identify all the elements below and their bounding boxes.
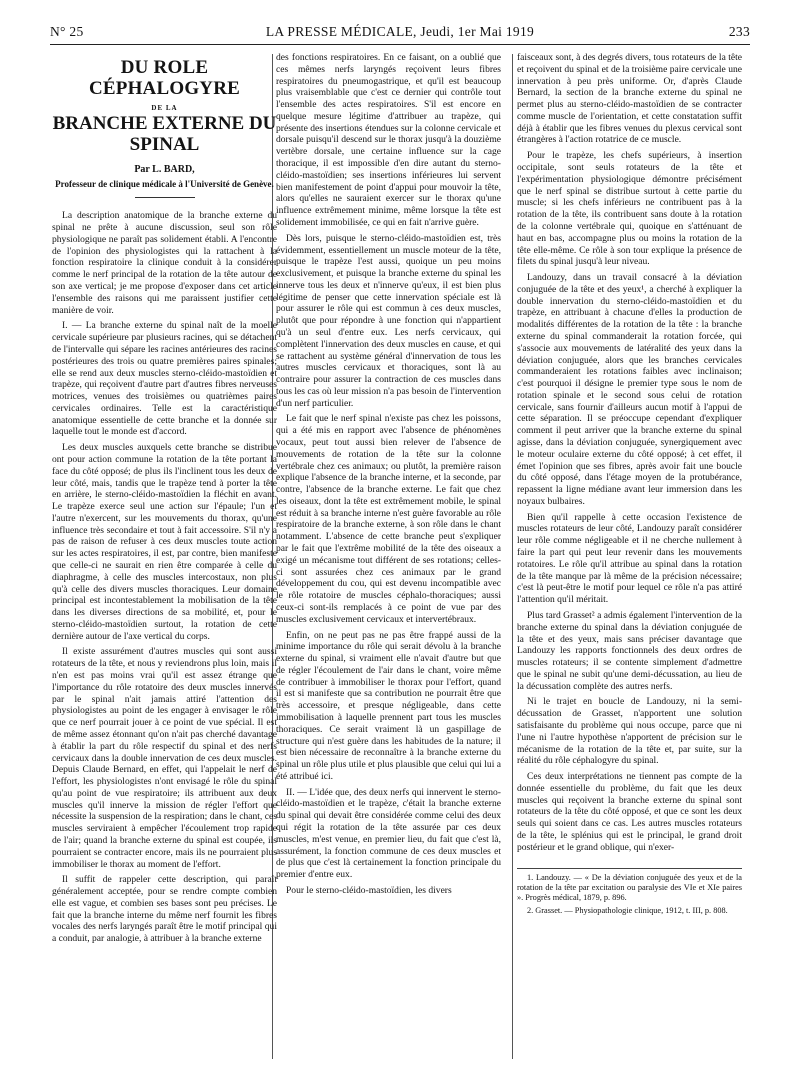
page-number: 233	[728, 24, 750, 39]
paragraph: Ni le trajet en boucle de Landouzy, ni la semi-décussation de Grasset, n'apportent une solution satisfaisante du problème qui nous occupe, parce que ni l'une ni l'autre hypothèse n'apportent de précision sur le mécanisme de la rotation de la tête et, par suite, sur la réalité du rôle céphalogyre du spinal.	[517, 696, 742, 767]
paragraph: I. — La branche externe du spinal naît de la moelle cervicale supérieure par plusieurs racines, qui se détachent de l'intervalle qui sépare les racines antérieures des racines postérieures des trois ou quatre premières paires spinales; elle se rend aux deux muscles sterno-cléido-mastoïdien et trapèze, qui reçoivent d'autre part d'autres fibres nerveuses motrices, venues des troisièmes ou quatrièmes paires cervicales ordinaires. Telle est la caractéristique anatomique essentielle de cette branche et la donnée sur laquelle tout le monde est d'accord.	[52, 320, 277, 438]
paragraph: Bien qu'il rappelle à cette occasion l'existence de muscles rotateurs de leur côté, Landouzy paraît considérer leur rôle comme négligeable et il ne cherche nullement à faire la part qui peut leur revenir dans les mouvements rotatoires. Le rôle qu'il attribue au spinal dans la rotation de la tête manque par là même de la précision nécessaire; c'est là peut-être le motif pour lequel ce rôle n'a pas attiré l'attention qu'il méritait.	[517, 511, 742, 606]
paragraph: Il existe assurément d'autres muscles qui sont aussi rotateurs de la tête, et nous y reviendrons plus loin, mais il n'en est pas moins vrai qu'il est assez étrange que l'importance du rôle rotatoire des deux muscles innervés par le spinal n'ait jamais attiré l'attention des physiologistes au point de les engager à envisager le rôle que ce nerf pourrait jouer à ce point de vue spécial. Il est de même assez étonnant qu'on n'ait pas cherché davantage à établir la part du rôle respectif du spinal et des nerfs cervicaux dans la double innervation de ces deux muscles. Depuis Claude Bernard, en effet, qui l'appelait le nerf de l'effort, les physiologistes n'ont envisagé le rôle du spinal qu'au point de vue respiratoire; ils attribuent aux deux muscles qu'il innerve la mission de régler l'effort que nécessite la suspension de la respiration; dans le chant, ces muscles serviraient à empêcher l'écoulement trop rapide de l'air; quand la branche externe du spinal est coupée, ils pourraient se contracter encore, mais ils ne pourraient plus immobiliser le thorax au moment de l'effort.	[52, 646, 277, 870]
paragraph: faisceaux sont, à des degrés divers, tous rotateurs de la tête et reçoivent du spinal et de la troisième paire cervicale une innervation à peu près uniforme. Or, d'après Claude Bernard, la section de la branche externe du spinal ne permet plus au sterno-cléido-mastoïdien de se contracter comme muscle de l'orientation, et cette constatation suffit déjà à établir que les fibres venues du plexus cervical sont étrangères à l'action rotatrice de ce muscle.	[517, 52, 742, 146]
footnotes	[517, 868, 742, 916]
article-title-line: BRANCHE EXTERNE DU SPINAL	[52, 113, 277, 156]
article-title: DU ROLE CÉPHALOGYRE	[88, 57, 241, 99]
author-byline: Par L. BARD,	[134, 164, 195, 176]
footnote: 1. Landouzy. — « De la déviation conjuguée des yeux et de la rotation de la tête par excitation ou paralysie des VIe et XIe paires ». Progrès médical, 1879, p. 896.	[517, 872, 742, 903]
footnote: 2. Grasset. — Physiopathologie clinique, 1912, t. III, p. 808.	[527, 905, 728, 915]
paragraph: Dès lors, puisque le sterno-cléido-mastoïdien est, très évidemment, essentiellement un muscle moteur de la tête, puisque le trapèze l'est aussi, quoique un peu moins exclusivement, et puisque la branche externe du spinal les innerve tous les deux et n'innerve qu'eux, il est bien plus légitime de penser que cette innervation spéciale est là pour assurer le rôle qui est commun à ces deux muscles, plutôt que pour répondre à une fonction qui n'appartient qu'à un seul d'entre eux. Les nerfs cervicaux, qui complètent l'innervation des deux muscles en cause, et qui se rattachent au système général d'innervation de tous les autres muscles cervicaux et thoraciques, sont là au contraire pour assurer la contraction de ces muscles dans tous les cas où leur mission n'a pas besoin de l'intervention d'un nerf particulier.	[276, 232, 501, 409]
column-3	[517, 52, 742, 918]
journal-title: LA PRESSE MÉDICALE, Jeudi, 1er Mai 1919	[265, 24, 535, 39]
paragraph: Pour le sterno-cléido-mastoïdien, les divers	[286, 884, 452, 896]
article-title-connector: DE LA	[151, 103, 178, 112]
paragraph: La description anatomique de la branche externe du spinal ne prête à aucune discussion, seul son rôle physiologique ne paraît pas solidement établi. A l'encontre de l'opinion des physiologistes qui la rattachent à la fonction respiratoire la clinique conduit à la considérer comme le nerf principal de la rotation de la tête autour de son axe vertical; je me propose d'exposer dans cet article l'ensemble des raisons qui me paraissent justifier cette manière de voir.	[52, 210, 277, 316]
paragraph: Il suffit de rappeler cette description, qui paraît généralement acceptée, pour se rendre compte combien elle est vague, et combien ses bases sont peu précises. Le fait que la branche interne du même nerf fournit les fibres vocales des nerfs laryngés paraît être le motif principal qui a conduit, par analogie, à attribuer à la branche externe	[52, 874, 277, 945]
paragraph: Ces deux interprétations ne tiennent pas compte de la donnée essentielle du problème, du fait que les deux muscles qui reçoivent la branche externe du spinal sont rotateurs de la tête du côté opposé, et que ce sont les deux seuls qui soient dans ce cas. Les autres muscles rotateurs de la tête, le splénius qui est le principal, le grand droit postérieur et le grand oblique, qui n'exer-	[517, 771, 742, 853]
paragraph: des fonctions respiratoires. En ce faisant, on a oublié que ces mêmes nerfs laryngés reçoivent leurs fibres respiratoires du pneumogastrique, et qu'il est beaucoup plus vraisemblable que c'est ce dernier qui contrôle tout l'ensemble des actes respiratoires. S'il est encore en quelque mesure légitime d'attribuer au trapèze, qui présente des insertions étendues sur la colonne cervicale et dorsale puisqu'il descend sur le thorax jusqu'à la douzième vertèbre dorsale, une certaine influence sur la cage thoracique, il est impossible d'en dire autant du sterno-cléido-mastoïdien; ses insertions inférieures lui servent bien manifestement de point d'appui pour mouvoir la tête, alors qu'elles ne sauraient exercer sur le thorax qu'une influence extrêmement minime, même lorsque la tête est solidement immobilisée, ce qui en fait n'arrive guère.	[276, 52, 501, 228]
article-title-block	[52, 58, 277, 198]
paragraph: Landouzy, dans un travail consacré à la déviation conjuguée de la tête et des yeux¹, a cherché à expliquer la double innervation du sterno-cléido-mastoïdien et du trapèze, en attribuant à chacune d'elles la production de modalités différentes de la rotation de la tête : la branche externe du spinal commanderait la rotation forcée, qui s'associe aux mouvements de latéralité des yeux dans la déviation conjuguée, alors que les branches cervicales commanderaient les rotations faibles avec inclinaison; c'est pourquoi il désigne le premier type sous le nom de rotation spinale et le second sous celui de rotation cervicale, sans fournir d'ailleurs aucun motif à l'appui de cette séparation. Il se préoccupe cependant d'expliquer comment il peut arriver que la branche externe du spinal agisse, dans la déviation conjuguée, synergiquement avec le moteur oculaire externe du côté opposé; à cet effet, il émet l'opinion que ses fibres, après avoir fait une boucle du côté opposé, dans l'étage moyen de la protubérance, repassent la ligne médiane avant leur immersion dans les noyaux bulbaires.	[517, 272, 742, 507]
column-divider	[512, 54, 513, 1059]
paragraph: Les deux muscles auxquels cette branche se distribue ont pour action commune la rotation de la tête portant la face du côté opposé; de plus ils l'inclinent tous les deux de leur côté, mais, tandis que le trapèze tend à porter la tête en arrière, le sterno-cléido-mastoïdien la fléchit en avant. Le trapèze exerce seul une action sur l'épaule; l'un et l'autre n'exercent, sur les mouvements du thorax, qu'une influence très secondaire et tout à fait accessoire. S'il n'y a pas de raison de refuser à ces deux muscles toute action sur les actes respiratoires, il est, par contre, bien manifeste que celle-ci ne saurait en rien être comparée à celle du diaphragme, à celle des muscles intercostaux, non plus qu'à celle des divers muscles thoraciques. Leur domaine principal est incontestablement la mobilisation de la tête dans les diverses directions de sa mobilité, et, pour le sterno-cléido-mastoïdien surtout, la rotation de cette dernière autour de l'axe vertical du corps.	[52, 442, 277, 642]
title-separator	[135, 197, 195, 198]
paragraph: Pour le trapèze, les chefs supérieurs, à insertion occipitale, sont seuls rotateurs de la tête et l'expérimentation physiologique démontre précisément que le nerf spinal se distribue surtout à cette partie du muscle; si les chefs inférieurs ne contribuent pas à la rotation de la tête, ils contribuent sans doute à la rotation de la colonne vertébrale qui, quoique en s'atténuant de haut en bas, accompagne plus ou moins la rotation de la tête elle-même. Ce rôle à son tour explique la présence de filets du spinal jusqu'à leur niveau.	[517, 150, 742, 268]
paragraph: Le fait que le nerf spinal n'existe pas chez les poissons, qui a été mis en rapport avec l'absence de phénomènes vocaux, peut tout aussi bien relever de l'absence de mouvements de rotation de la tête sur la colonne vertébrale chez ces animaux; ou plutôt, la première raison explique l'absence de la branche interne, et la seconde, par contre, l'absence de la branche externe. Le fait que chez les oiseaux, dont la tête est extrêmement mobile, le spinal est réduit à sa branche interne n'est guère favorable au rôle respiratoire de la branche externe, à son rôle dans le chant notamment. L'absence de cette branche peut s'expliquer par le fait que l'extrême mobilité de la tête des oiseaux a exigé un mécanisme tout différent de ses rotations; celles-ci sont assurées chez ces animaux par le grand développement du cou, qui est devenu incompatible avec le rôle rotatoire de muscles céphalo-thoraciques; aussi ceux-ci sont-ils remplacés à ce point de vue par des muscles exclusivement cervicaux et intervertébraux.	[276, 413, 501, 625]
header-rule	[50, 44, 750, 45]
paragraph: Enfin, on ne peut pas ne pas être frappé aussi de la minime importance du rôle qui serait dévolu à la branche externe du spinal, si vraiment elle n'avait d'autre but que de régler l'écoulement de l'air dans le chant, voire même de contribuer à immobiliser le thorax pour l'effort, quand il est si manifeste que sa contribution ne pourrait être que très accessoire, et presque négligeable, dans cette immobilisation à laquelle prennent part tous les muscles thoraciques. Ce serait vraiment là un gaspillage de structure qui n'est guère dans les habitudes de la nature; il est bien nécessaire de reconnaître à la branche externe du spinal un rôle plus utile et plus plausible que celui qui lui a été attribué ici.	[276, 629, 501, 782]
author-affiliation: Professeur de clinique médicale à l'Université de Genève.	[55, 178, 274, 189]
column-1	[52, 58, 277, 949]
paragraph: II. — L'idée que, des deux nerfs qui innervent le sterno-cléido-mastoïdien et le trapèze, c'était la branche externe du spinal qui devait être considérée comme celui des deux qui régit la rotation de la tête assurée par ces deux muscles, m'est venue, en premier lieu, du fait que c'est là, assurément, la fonction commune de ces deux muscles et de plus que c'est là certainement la fonction principale du premier d'entre eux.	[276, 786, 501, 881]
running-header	[50, 22, 750, 44]
paragraph: Plus tard Grasset² a admis également l'intervention de la branche externe du spinal dans la déviation conjuguée de la tête et des yeux, mais sans préciser davantage que Landouzy les rapports fonctionnels des deux ordres de muscles rotateurs; il se contente simplement d'admettre que le spinal ne subit qu'une demi-décussation, au lieu de la décussation complète des autres nerfs.	[517, 609, 742, 692]
issue-number: N° 25	[50, 24, 84, 39]
column-2	[276, 52, 501, 901]
